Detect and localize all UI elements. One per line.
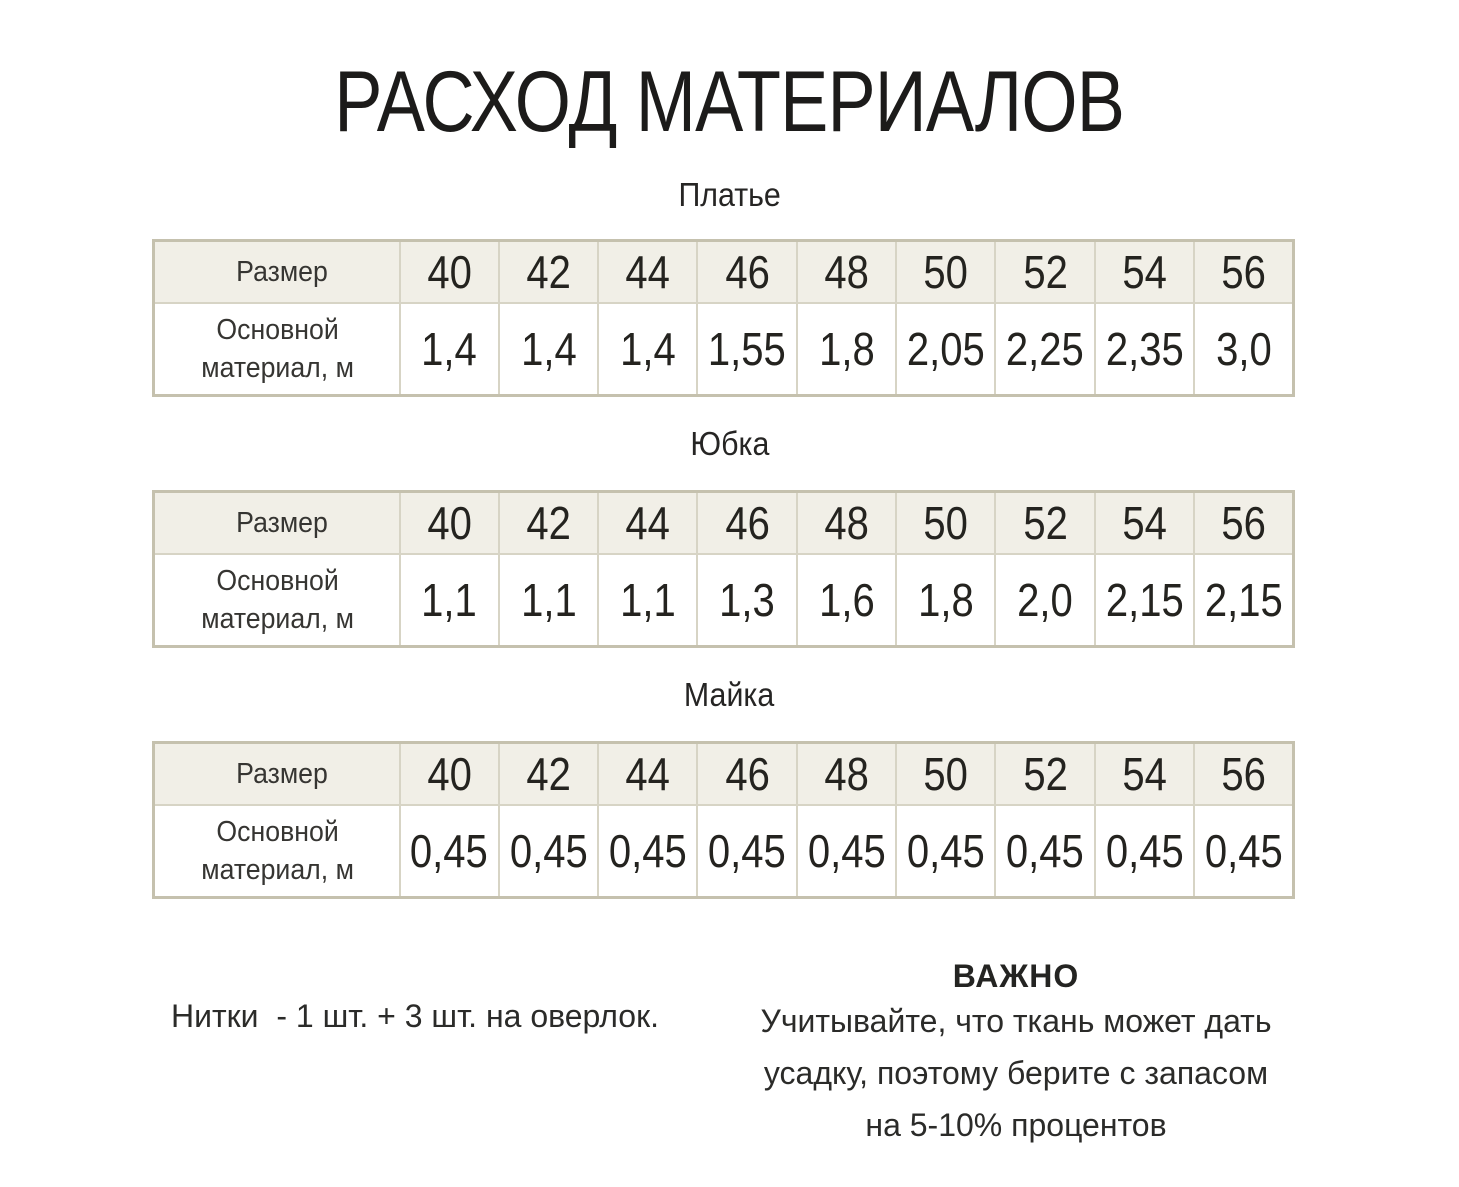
size-cell: 44 — [598, 241, 697, 304]
value-cell: 1,4 — [598, 303, 697, 396]
page-title: РАСХОД МАТЕРИАЛОВ — [334, 54, 1125, 150]
table-dress-material-row — [154, 303, 1294, 396]
value-cell: 0,45 — [797, 805, 896, 898]
value-cell: 1,8 — [797, 303, 896, 396]
value-cell: 0,45 — [1194, 805, 1293, 898]
size-cell: 40 — [400, 743, 499, 806]
value-cell: 2,0 — [995, 554, 1094, 647]
value-cell: 1,1 — [400, 554, 499, 647]
material-row-label-cell — [154, 554, 400, 647]
size-row-label-cell — [154, 743, 400, 806]
size-cell: 56 — [1194, 241, 1293, 304]
value-cell: 2,25 — [995, 303, 1094, 396]
table-tank — [152, 741, 1295, 899]
size-cell: 56 — [1194, 743, 1293, 806]
size-cell: 48 — [797, 241, 896, 304]
section-title-tank-wrap — [0, 674, 1459, 723]
size-row-label: Размер — [236, 507, 329, 540]
size-cell: 54 — [1095, 743, 1194, 806]
value-cell: 1,6 — [797, 554, 896, 647]
size-row-label: Размер — [236, 758, 329, 791]
value-cell: 3,0 — [1194, 303, 1293, 396]
size-cell: 44 — [598, 492, 697, 555]
section-title-tank: Майка — [684, 676, 775, 714]
size-cell: 52 — [995, 241, 1094, 304]
value-cell: 0,45 — [598, 805, 697, 898]
important-title: ВАЖНО — [952, 958, 1080, 994]
table-dress-size-row — [154, 241, 1294, 304]
material-row-label: Основной материал, м — [201, 816, 354, 887]
value-cell: 0,45 — [400, 805, 499, 898]
size-cell: 40 — [400, 241, 499, 304]
value-cell: 0,45 — [697, 805, 796, 898]
value-cell: 2,35 — [1095, 303, 1194, 396]
important-line: Учитывайте, что ткань может дать — [760, 1003, 1272, 1039]
material-row-label: Основной материал, м — [201, 314, 354, 385]
value-cell: 2,05 — [896, 303, 995, 396]
size-cell: 42 — [499, 241, 598, 304]
size-cell: 40 — [400, 492, 499, 555]
size-cell: 54 — [1095, 492, 1194, 555]
table-tank-size-row — [154, 743, 1294, 806]
size-cell: 50 — [896, 743, 995, 806]
value-cell: 1,3 — [697, 554, 796, 647]
size-row-label-cell — [154, 492, 400, 555]
table-skirt — [152, 490, 1295, 648]
value-cell: 0,45 — [995, 805, 1094, 898]
value-cell: 1,1 — [598, 554, 697, 647]
table-skirt-size-row — [154, 492, 1294, 555]
size-cell: 46 — [697, 743, 796, 806]
size-cell: 56 — [1194, 492, 1293, 555]
size-cell: 46 — [697, 492, 796, 555]
important-line: усадку, поэтому берите с запасом — [763, 1055, 1269, 1091]
value-cell: 0,45 — [1095, 805, 1194, 898]
value-cell: 1,4 — [499, 303, 598, 396]
table-tank-material-row — [154, 805, 1294, 898]
value-cell: 0,45 — [499, 805, 598, 898]
size-cell: 48 — [797, 492, 896, 555]
value-cell: 1,8 — [896, 554, 995, 647]
section-title-dress-wrap — [0, 174, 1459, 223]
important-block — [760, 958, 1272, 1151]
value-cell: 1,55 — [697, 303, 796, 396]
important-line: на 5-10% процентов — [865, 1107, 1167, 1143]
size-cell: 48 — [797, 743, 896, 806]
material-row-label-cell — [154, 805, 400, 898]
size-cell: 52 — [995, 492, 1094, 555]
size-cell: 42 — [499, 492, 598, 555]
size-cell: 46 — [697, 241, 796, 304]
size-row-label-cell — [154, 241, 400, 304]
table-dress — [152, 239, 1295, 397]
table-skirt-material-row — [154, 554, 1294, 647]
size-cell: 50 — [896, 492, 995, 555]
value-cell: 2,15 — [1095, 554, 1194, 647]
section-title-dress: Платье — [678, 176, 781, 214]
section-title-skirt: Юбка — [690, 425, 769, 463]
value-cell: 1,4 — [400, 303, 499, 396]
size-cell: 50 — [896, 241, 995, 304]
material-row-label: Основной материал, м — [201, 565, 354, 636]
value-cell: 1,1 — [499, 554, 598, 647]
value-cell: 2,15 — [1194, 554, 1293, 647]
material-row-label-cell — [154, 303, 400, 396]
value-cell: 0,45 — [896, 805, 995, 898]
section-title-skirt-wrap — [0, 423, 1459, 472]
title-wrap — [0, 0, 1459, 150]
size-cell: 42 — [499, 743, 598, 806]
size-cell: 52 — [995, 743, 1094, 806]
size-row-label: Размер — [236, 256, 329, 289]
threads-note: Нитки - 1 шт. + 3 шт. на оверлок. — [171, 998, 659, 1034]
size-cell: 54 — [1095, 241, 1194, 304]
size-cell: 44 — [598, 743, 697, 806]
